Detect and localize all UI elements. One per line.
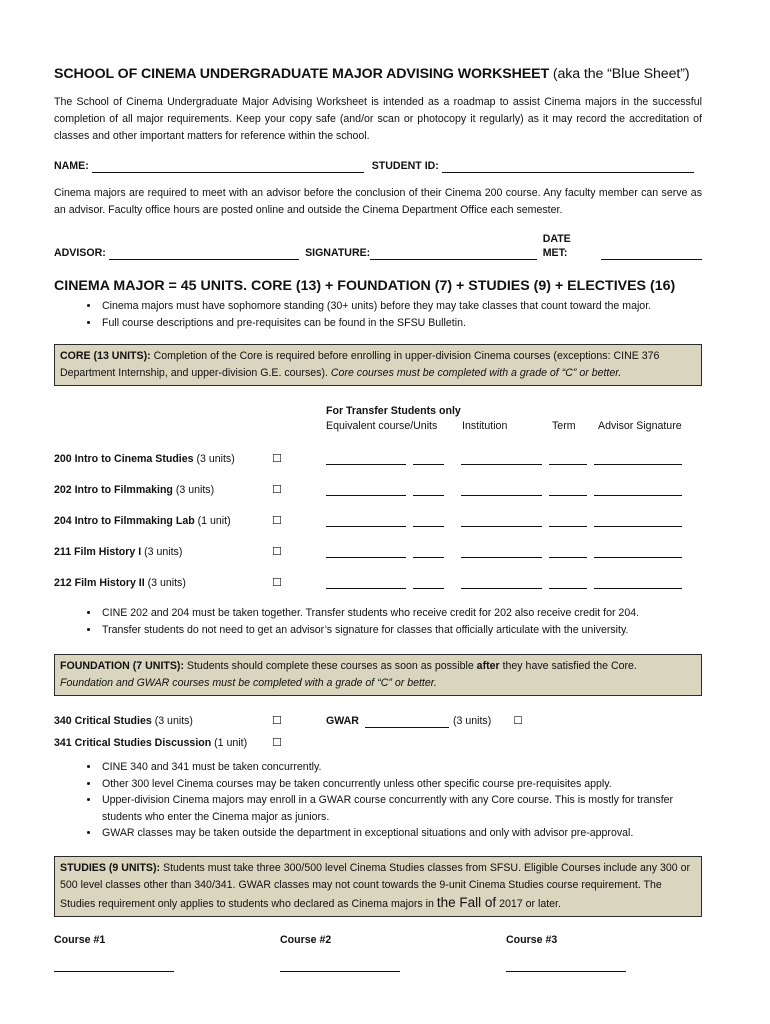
gwar-units: (3 units) xyxy=(452,715,492,727)
advisor-label: ADVISOR: xyxy=(54,247,106,259)
course-label: Course #2 xyxy=(280,933,332,946)
gwar-label: GWAR xyxy=(326,715,359,727)
table-row xyxy=(54,558,702,589)
advisor-signature-field[interactable] xyxy=(594,545,682,558)
date-met-field[interactable] xyxy=(601,247,702,260)
list-item: • Cinema majors must have sophomore standing (30+ units) before they may take classes that count toward the major. xyxy=(100,298,702,315)
advisor-signature-field[interactable] xyxy=(594,452,682,465)
name-field[interactable] xyxy=(92,160,364,173)
advisor-signature-field[interactable] xyxy=(594,483,682,496)
foundation-box-text: Students should complete these courses as soon as possible xyxy=(183,660,477,672)
course-units: (3 units) xyxy=(144,577,186,589)
checkbox-icon[interactable]: ☐ xyxy=(513,715,523,727)
term-field[interactable] xyxy=(549,514,587,527)
name-label: NAME: xyxy=(54,160,89,172)
institution-field[interactable] xyxy=(461,514,542,527)
advisor-row xyxy=(54,232,702,260)
core-box-text: Completion of the Core is required before enrolling in upper-division Cinema courses (exceptions: CINE 376 Department Internship, and upper-division G.E. courses). xyxy=(60,350,660,379)
course-name: 341 Critical Studies Discussion xyxy=(54,737,212,749)
course-label: Course #1 xyxy=(54,933,106,946)
term-field[interactable] xyxy=(549,576,587,589)
equivalent-course-field[interactable] xyxy=(326,514,406,527)
institution-field[interactable] xyxy=(461,545,542,558)
course-units: (3 units) xyxy=(151,715,193,727)
core-course-list xyxy=(54,434,702,589)
course-1-field[interactable] xyxy=(54,970,174,972)
list-item: • GWAR classes may be taken outside the department in exceptional situations and only with advisor pre-approval. xyxy=(100,825,702,842)
studies-box-end: 2017 or later. xyxy=(496,897,561,910)
checkbox-icon[interactable]: ☐ xyxy=(272,737,282,749)
equivalent-course-field[interactable] xyxy=(326,483,406,496)
foundation-box-heading: FOUNDATION (7 UNITS): xyxy=(60,660,184,672)
course-name: 202 Intro to Filmmaking xyxy=(54,484,173,496)
institution-field[interactable] xyxy=(461,483,542,496)
signature-field[interactable] xyxy=(370,247,536,260)
transfer-heading: For Transfer Students only xyxy=(326,405,461,417)
page-title xyxy=(54,66,702,82)
studies-box-heading: STUDIES (9 UNITS): xyxy=(60,861,161,874)
studies-box xyxy=(54,856,702,917)
course-name: 212 Film History II xyxy=(54,577,145,589)
list-item: • Full course descriptions and pre-requisites can be found in the SFSU Bulletin. xyxy=(100,315,702,332)
checkbox-icon[interactable]: ☐ xyxy=(272,546,282,558)
studies-box-text: Students must take three 300/500 level Cinema Studies classes from SFSU. Eligible Courses include any 300 or 500 level classes other than 340/341. GWAR classes may not count towards the 9-unit Cinema Studies course requirement. The Studies requirement only applies to students who declared as Cinema majors in xyxy=(60,861,691,910)
course-units: (1 unit) xyxy=(194,515,231,527)
table-row xyxy=(54,710,702,732)
units-field[interactable] xyxy=(413,483,444,496)
foundation-box-italic: Foundation and GWAR courses must be completed with a grade of “C” or better. xyxy=(60,677,437,689)
table-row xyxy=(54,527,702,558)
advisor-signature-field[interactable] xyxy=(594,576,682,589)
student-id-label: STUDENT ID: xyxy=(371,160,439,172)
col-advisor-signature: Advisor Signature xyxy=(598,420,682,432)
course-units: (3 units) xyxy=(193,453,235,465)
equivalent-course-field[interactable] xyxy=(326,545,406,558)
student-id-field[interactable] xyxy=(442,160,694,173)
foundation-course-list xyxy=(54,710,702,754)
term-field[interactable] xyxy=(549,545,587,558)
foundation-bullets xyxy=(54,759,702,842)
list-item: • CINE 202 and 204 must be taken together. Transfer students who receive credit for 202 also receive credit for 204. xyxy=(100,605,702,622)
course-units: (1 unit) xyxy=(211,737,248,749)
title-main: SCHOOL OF CINEMA UNDERGRADUATE MAJOR ADVISING WORKSHEET xyxy=(54,66,550,82)
term-field[interactable] xyxy=(549,483,587,496)
foundation-box xyxy=(54,654,702,696)
course-name: 211 Film History I xyxy=(54,546,142,558)
equivalent-course-field[interactable] xyxy=(326,576,406,589)
name-id-row xyxy=(54,159,702,173)
col-institution: Institution xyxy=(462,420,508,432)
major-heading: CINEMA MAJOR = 45 UNITS. CORE (13) + FOUNDATION (7) + STUDIES (9) + ELECTIVES (16) xyxy=(54,278,676,294)
major-bullets xyxy=(54,298,702,331)
course-label: Course #3 xyxy=(506,933,558,946)
core-bullets xyxy=(54,605,702,638)
advisor-field[interactable] xyxy=(109,247,299,260)
course-units: (3 units) xyxy=(141,546,183,558)
advisor-note: Cinema majors are required to meet with an advisor before the conclusion of their Cinema 200 course. Any faculty member can serve as an advisor. Faculty office hours are posted online and outside the Cinema Department Office each semester. xyxy=(54,187,702,216)
checkbox-icon[interactable]: ☐ xyxy=(272,715,282,727)
title-aka: (aka the “Blue Sheet”) xyxy=(552,66,690,82)
course-2-field[interactable] xyxy=(280,970,400,972)
term-field[interactable] xyxy=(549,452,587,465)
list-item: • CINE 340 and 341 must be taken concurrently. xyxy=(100,759,702,776)
institution-field[interactable] xyxy=(461,576,542,589)
course-units: (3 units) xyxy=(172,484,215,496)
table-row xyxy=(54,496,702,527)
course-name: 204 Intro to Filmmaking Lab xyxy=(54,515,195,527)
list-item: • Upper-division Cinema majors may enroll in a GWAR course concurrently with any Core course. This is mostly for transfer students who enter the Cinema major as juniors. xyxy=(100,792,702,825)
units-field[interactable] xyxy=(413,545,444,558)
transfer-header xyxy=(326,404,702,434)
course-name: 200 Intro to Cinema Studies xyxy=(54,453,194,465)
signature-label: SIGNATURE: xyxy=(305,247,371,259)
gwar-course-field[interactable] xyxy=(365,715,449,728)
units-field[interactable] xyxy=(413,576,444,589)
date-met-label: DATE MET: xyxy=(542,233,571,259)
table-row xyxy=(54,434,702,465)
col-equivalent: Equivalent course/Units xyxy=(326,420,438,432)
core-box xyxy=(54,344,702,386)
list-item: • Transfer students do not need to get an advisor’s signature for classes that officially articulate with the university. xyxy=(100,622,702,639)
foundation-box-text-2: they have satisfied the Core. xyxy=(499,660,637,672)
core-box-heading: CORE (13 UNITS): xyxy=(60,350,151,362)
checkbox-icon[interactable]: ☐ xyxy=(272,577,282,589)
checkbox-icon[interactable]: ☐ xyxy=(272,484,282,496)
foundation-box-bold: after xyxy=(476,660,500,672)
units-field[interactable] xyxy=(413,514,444,527)
studies-box-term: the Fall of xyxy=(436,894,497,910)
table-row xyxy=(54,465,702,496)
core-box-italic: Core courses must be completed with a grade of “C” or better. xyxy=(330,367,622,379)
col-term: Term xyxy=(552,420,576,432)
list-item: • Other 300 level Cinema courses may be taken concurrently unless other specific course pre-requisites apply. xyxy=(100,776,702,793)
checkbox-icon[interactable]: ☐ xyxy=(272,515,282,527)
units-field[interactable] xyxy=(413,452,444,465)
studies-course-list xyxy=(54,934,702,972)
checkbox-icon[interactable]: ☐ xyxy=(272,453,282,465)
course-3-field[interactable] xyxy=(506,970,626,972)
advisor-signature-field[interactable] xyxy=(594,514,682,527)
table-row xyxy=(54,732,702,754)
intro-paragraph: The School of Cinema Undergraduate Major Advising Worksheet is intended as a roadmap to assist Cinema majors in the successful completion of all major requirements. Keep your copy safe (and/or scan or photocopy it regularly) as it may record the accreditation of classes and other important matters for reference within the school. xyxy=(54,96,702,142)
institution-field[interactable] xyxy=(461,452,542,465)
course-name: 340 Critical Studies xyxy=(54,715,152,727)
equivalent-course-field[interactable] xyxy=(326,452,406,465)
